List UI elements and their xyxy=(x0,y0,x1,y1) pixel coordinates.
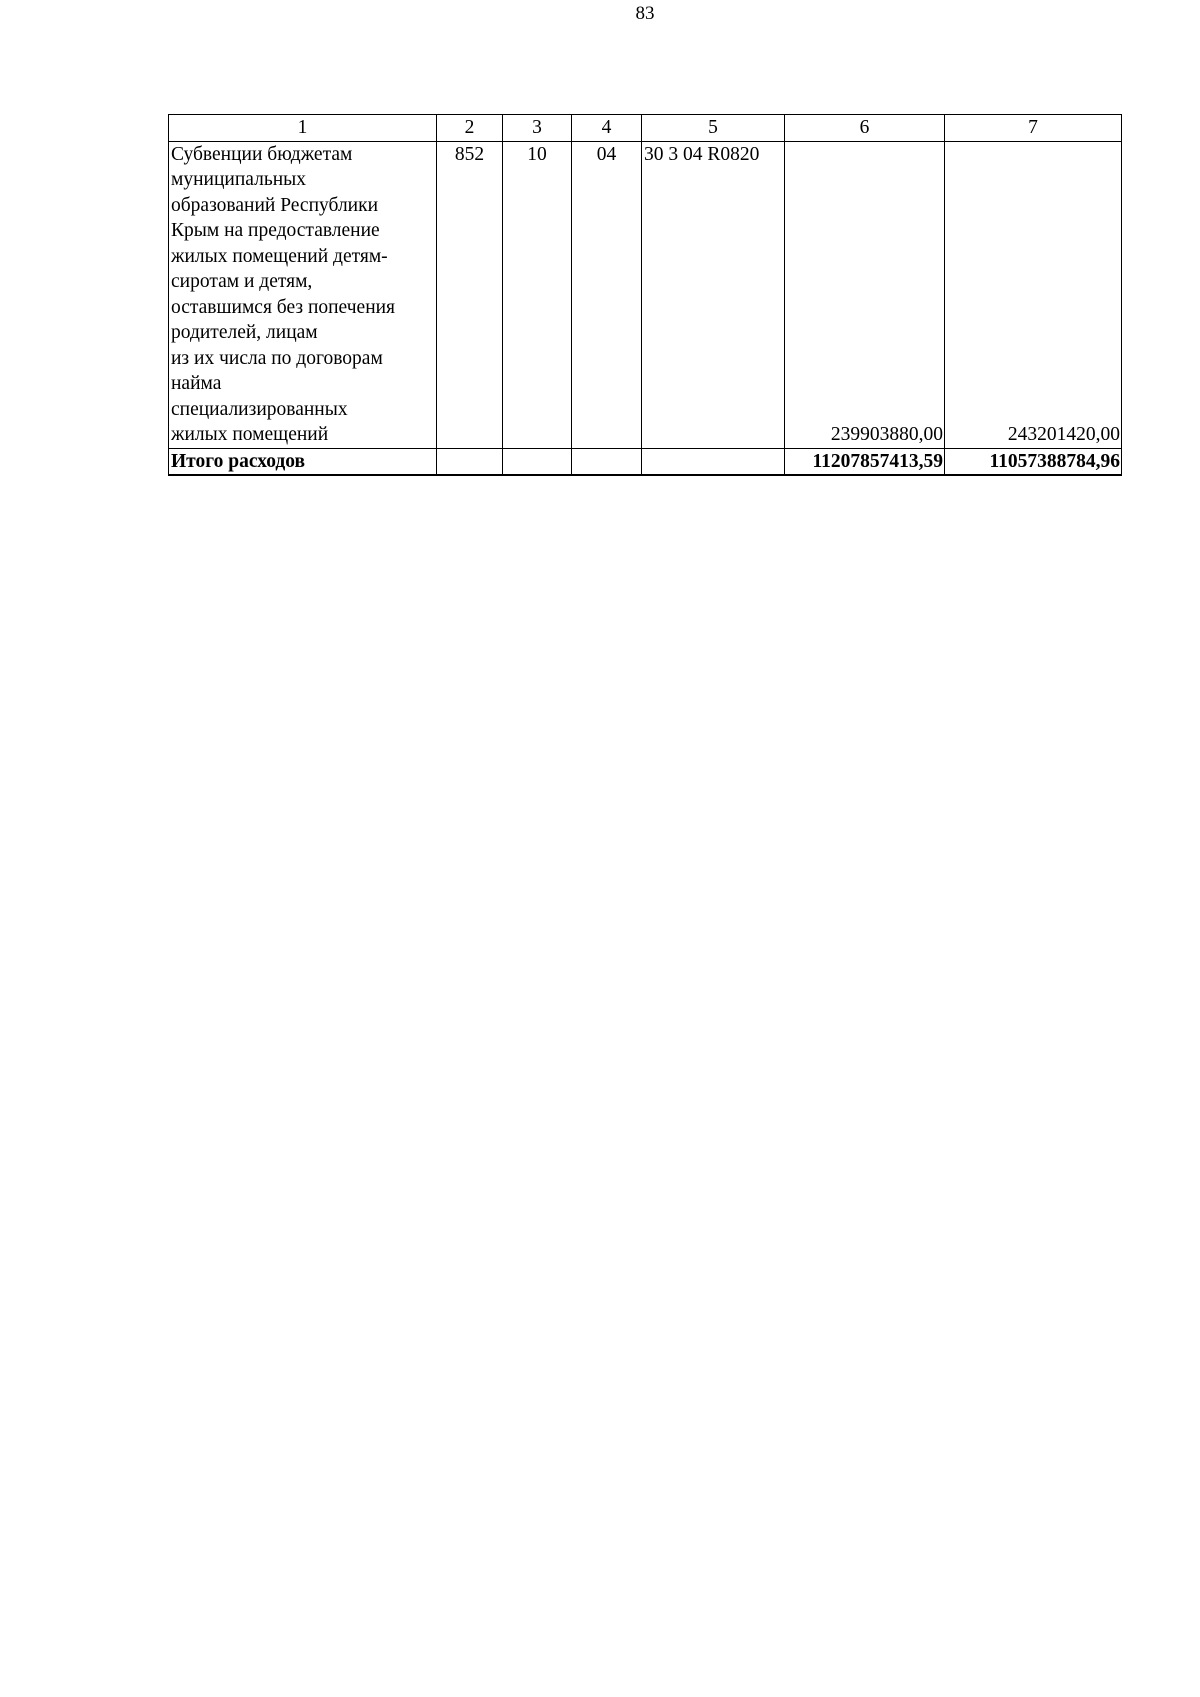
total-row xyxy=(169,448,1122,475)
description-line: сиротам и детям, xyxy=(171,271,313,292)
total-empty-cell xyxy=(642,448,785,475)
description-line: родителей, лицам xyxy=(171,322,318,343)
budget-table xyxy=(168,114,1122,476)
description-line: Субвенции бюджетам xyxy=(171,143,353,165)
total-label: Итого расходов xyxy=(169,448,437,475)
total-empty-cell xyxy=(503,448,572,475)
column-header-6: 6 xyxy=(785,115,945,142)
row-description xyxy=(169,141,437,448)
table-header-row xyxy=(169,115,1122,142)
description-line: образований Республики xyxy=(171,194,379,216)
column-header-7: 7 xyxy=(945,115,1122,142)
description-line: муниципальных xyxy=(171,169,307,190)
description-line: найма xyxy=(171,373,222,394)
cell-subsection: 04 xyxy=(572,141,642,448)
cell-target-article: 30 3 04 R0820 xyxy=(642,141,785,448)
column-header-3: 3 xyxy=(503,115,572,142)
cell-amount-col6: 239903880,00 xyxy=(785,141,945,448)
description-line: жилых помещений xyxy=(171,424,329,445)
column-header-4: 4 xyxy=(572,115,642,142)
description-line: из их числа по договорам xyxy=(171,347,383,369)
total-amount-col6: 11207857413,59 xyxy=(785,448,945,475)
page-number: 83 xyxy=(635,3,655,24)
cell-section: 10 xyxy=(503,141,572,448)
description-line: специализированных xyxy=(171,398,348,420)
total-empty-cell xyxy=(572,448,642,475)
total-amount-col7: 11057388784,96 xyxy=(945,448,1122,475)
total-empty-cell xyxy=(437,448,503,475)
description-line: Крым на предоставление xyxy=(171,220,380,241)
column-header-5: 5 xyxy=(642,115,785,142)
column-header-1: 1 xyxy=(169,115,437,142)
column-header-2: 2 xyxy=(437,115,503,142)
cell-amount-col7: 243201420,00 xyxy=(945,141,1122,448)
description-line: жилых помещений детям- xyxy=(171,245,388,267)
cell-code-ministry: 852 xyxy=(437,141,503,448)
description-line: оставшимся без попечения xyxy=(171,296,396,318)
table-row xyxy=(169,141,1122,448)
